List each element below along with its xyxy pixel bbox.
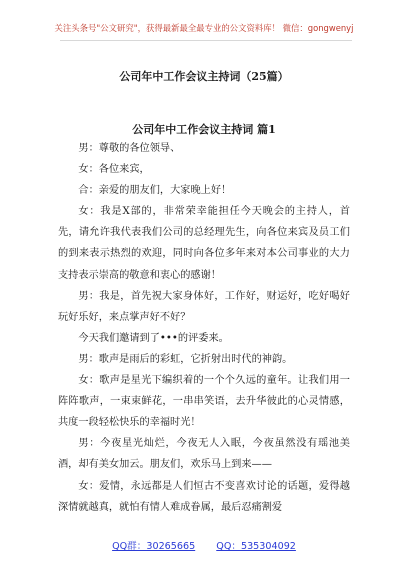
paragraph: 女：我是X部的，非常荣幸能担任今天晚会的主持人，首先，请允许我代表我们公司的总经理先生，向各位来宾及员工们的到来表示热烈的欢迎，同时向各位多年来对本公司事业的大力支持表示崇高的敬意和衷心的感谢！ bbox=[58, 206, 350, 281]
document-body bbox=[58, 138, 350, 518]
paragraph: 男：今夜星光灿烂，今夜无人入眠，今夜虽然没有瑶池美酒，却有美女加云。朋友们，欢乐马上到来—— bbox=[58, 438, 350, 471]
paragraph: 女：歌声是星光下编织着的一个个久远的童年。让我们用一阵阵歌声，一束束鲜花，一串串笑语，去升华彼此的心灵情感，共度一段轻松快乐的幸福时光！ bbox=[58, 375, 350, 429]
footer-qq-number[interactable]: QQ：535304092 bbox=[216, 541, 296, 552]
header-divider bbox=[60, 40, 352, 41]
paragraph: 男：尊敬的各位领导、 bbox=[78, 143, 181, 154]
header-banner: 关注头条号"公文研究"，获得最新最全最专业的公文资料库！ 微信：gongwenyj bbox=[54, 23, 354, 33]
document-title: 公司年中工作会议主持词（25篇） bbox=[119, 70, 289, 83]
footer-contacts bbox=[0, 538, 408, 552]
section-title: 公司年中工作会议主持词 篇1 bbox=[132, 123, 276, 136]
paragraph: 女：爱情，永远都是人们恒古不变喜欢讨论的话题，爱得越深情就越真，就怕有情人难成眷属，最后忍痛割爱 bbox=[58, 480, 350, 513]
paragraph: 合：亲爱的朋友们，大家晚上好！ bbox=[78, 185, 232, 197]
footer-qq-group[interactable]: QQ群：30265665 bbox=[112, 541, 196, 552]
paragraph: 男：歌声是雨后的彩虹，它折射出时代的神韵。 bbox=[78, 353, 293, 365]
paragraph: 男：我是，首先祝大家身体好，工作好，财运好，吃好喝好玩好乐好，来点掌声好不好？ bbox=[58, 290, 350, 323]
paragraph: 今天我们邀请到了•••的评委来。 bbox=[78, 332, 229, 344]
paragraph: 女：各位来宾， bbox=[78, 164, 150, 176]
